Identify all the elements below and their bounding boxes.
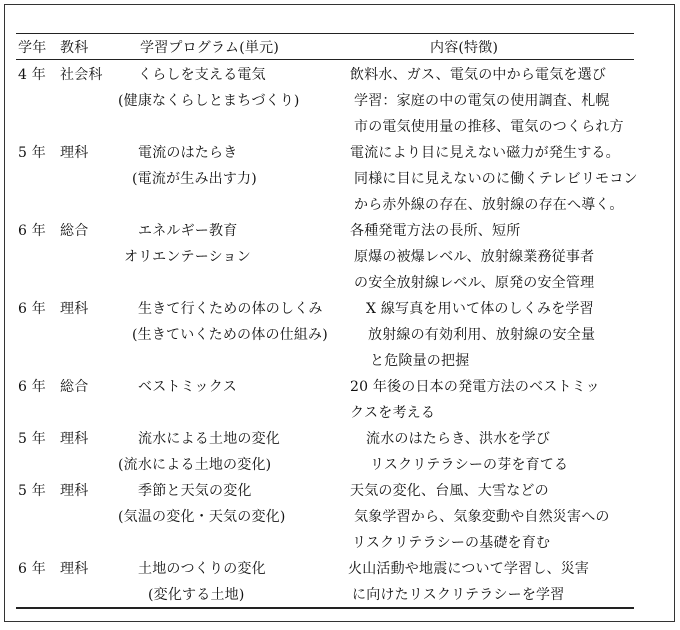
- row-program-line: 電流のはたらき: [138, 145, 238, 161]
- row-program-line: (気温の変化・天気の変化): [118, 509, 286, 525]
- row-content-line: リスクリテラシーの基礎を育む: [352, 535, 551, 551]
- row-grade: 6 年: [18, 561, 46, 577]
- row-program-line: 流水による土地の変化: [138, 431, 280, 447]
- row-subject: 理科: [60, 301, 89, 317]
- row-content-line: 放射線の有効利用、放射線の安全量: [368, 327, 596, 343]
- row-program-line: くらしを支える電気: [138, 67, 266, 83]
- row-content-line: 各種発電方法の長所、短所: [350, 223, 521, 239]
- row-subject: 総合: [60, 379, 89, 395]
- row-subject: 理科: [60, 483, 89, 499]
- row-content-line: に向けたリスクリテラシーを学習: [352, 587, 565, 603]
- row-grade: 5 年: [18, 483, 46, 499]
- header-program: 学習プログラム(単元): [140, 40, 279, 56]
- row-content-line: と危険量の把握: [370, 353, 470, 369]
- row-content-line: 気象学習から、気象変動や自然災害への: [354, 509, 610, 525]
- row-subject: 社会科: [60, 67, 103, 83]
- header-subject: 教科: [60, 40, 89, 56]
- row-program-line: ベストミックス: [138, 379, 237, 395]
- row-content-line: 流水のはたらき、洪水を学び: [366, 431, 551, 447]
- row-grade: 5 年: [18, 145, 46, 161]
- row-program-line: 生きて行くための体のしくみ: [138, 301, 323, 317]
- row-grade: 6 年: [18, 379, 46, 395]
- row-program-line: オリエンテーション: [124, 249, 251, 265]
- row-program-line: (変化する土地): [148, 587, 245, 603]
- row-program-line: 季節と天気の変化: [138, 483, 252, 499]
- row-content-line: リスクリテラシーの芽を育てる: [370, 457, 569, 473]
- row-content-line: の安全放射線レベル、原発の安全管理: [354, 275, 595, 291]
- header-grade: 学年: [18, 40, 47, 56]
- row-content-line: 電流により目に見えない磁力が発生する。: [350, 145, 620, 161]
- row-content-line: 飲料水、ガス、電気の中から電気を選び: [350, 67, 607, 83]
- row-program-line: (健康なくらしとまちづくり): [118, 93, 300, 109]
- row-program-line: (流水による土地の変化): [118, 457, 272, 473]
- row-program-line: (電流が生み出す力): [132, 171, 257, 187]
- row-grade: 6 年: [18, 301, 46, 317]
- row-content-line: から赤外線の存在、放射線の存在へ導く。: [354, 197, 624, 213]
- row-content-line: 同様に目に見えないのに働くテレビリモコン: [354, 171, 638, 187]
- row-subject: 理科: [60, 145, 89, 161]
- row-grade: 6 年: [18, 223, 46, 239]
- table-header-rule: [16, 59, 634, 60]
- row-content-line: 原爆の被爆レベル、放射線業務従事者: [354, 249, 595, 265]
- row-content-line: クスを考える: [350, 405, 436, 421]
- row-content-line: 市の電気使用量の推移、電気のつくられ方: [354, 119, 624, 135]
- row-content-line: 天気の変化、台風、大雪などの: [350, 483, 549, 499]
- row-subject: 理科: [60, 561, 89, 577]
- table-top-rule: [16, 33, 634, 34]
- row-program-line: (生きていくための体の仕組み): [132, 327, 328, 343]
- row-subject: 理科: [60, 431, 89, 447]
- header-content: 内容(特徴): [430, 40, 499, 56]
- row-content-line: 火山活動や地震について学習し、災害: [348, 561, 590, 577]
- row-program-line: 土地のつくりの変化: [138, 561, 266, 577]
- row-program-line: エネルギー教育: [138, 223, 238, 239]
- row-grade: 4 年: [18, 67, 46, 83]
- row-content-line: 学習：家庭の中の電気の使用調査、札幌: [354, 93, 610, 109]
- row-subject: 総合: [60, 223, 89, 239]
- row-content-line: 20 年後の日本の発電方法のベストミッ: [350, 379, 600, 395]
- row-grade: 5 年: [18, 431, 46, 447]
- row-content-line: X 線写真を用いて体のしくみを学習: [366, 301, 594, 317]
